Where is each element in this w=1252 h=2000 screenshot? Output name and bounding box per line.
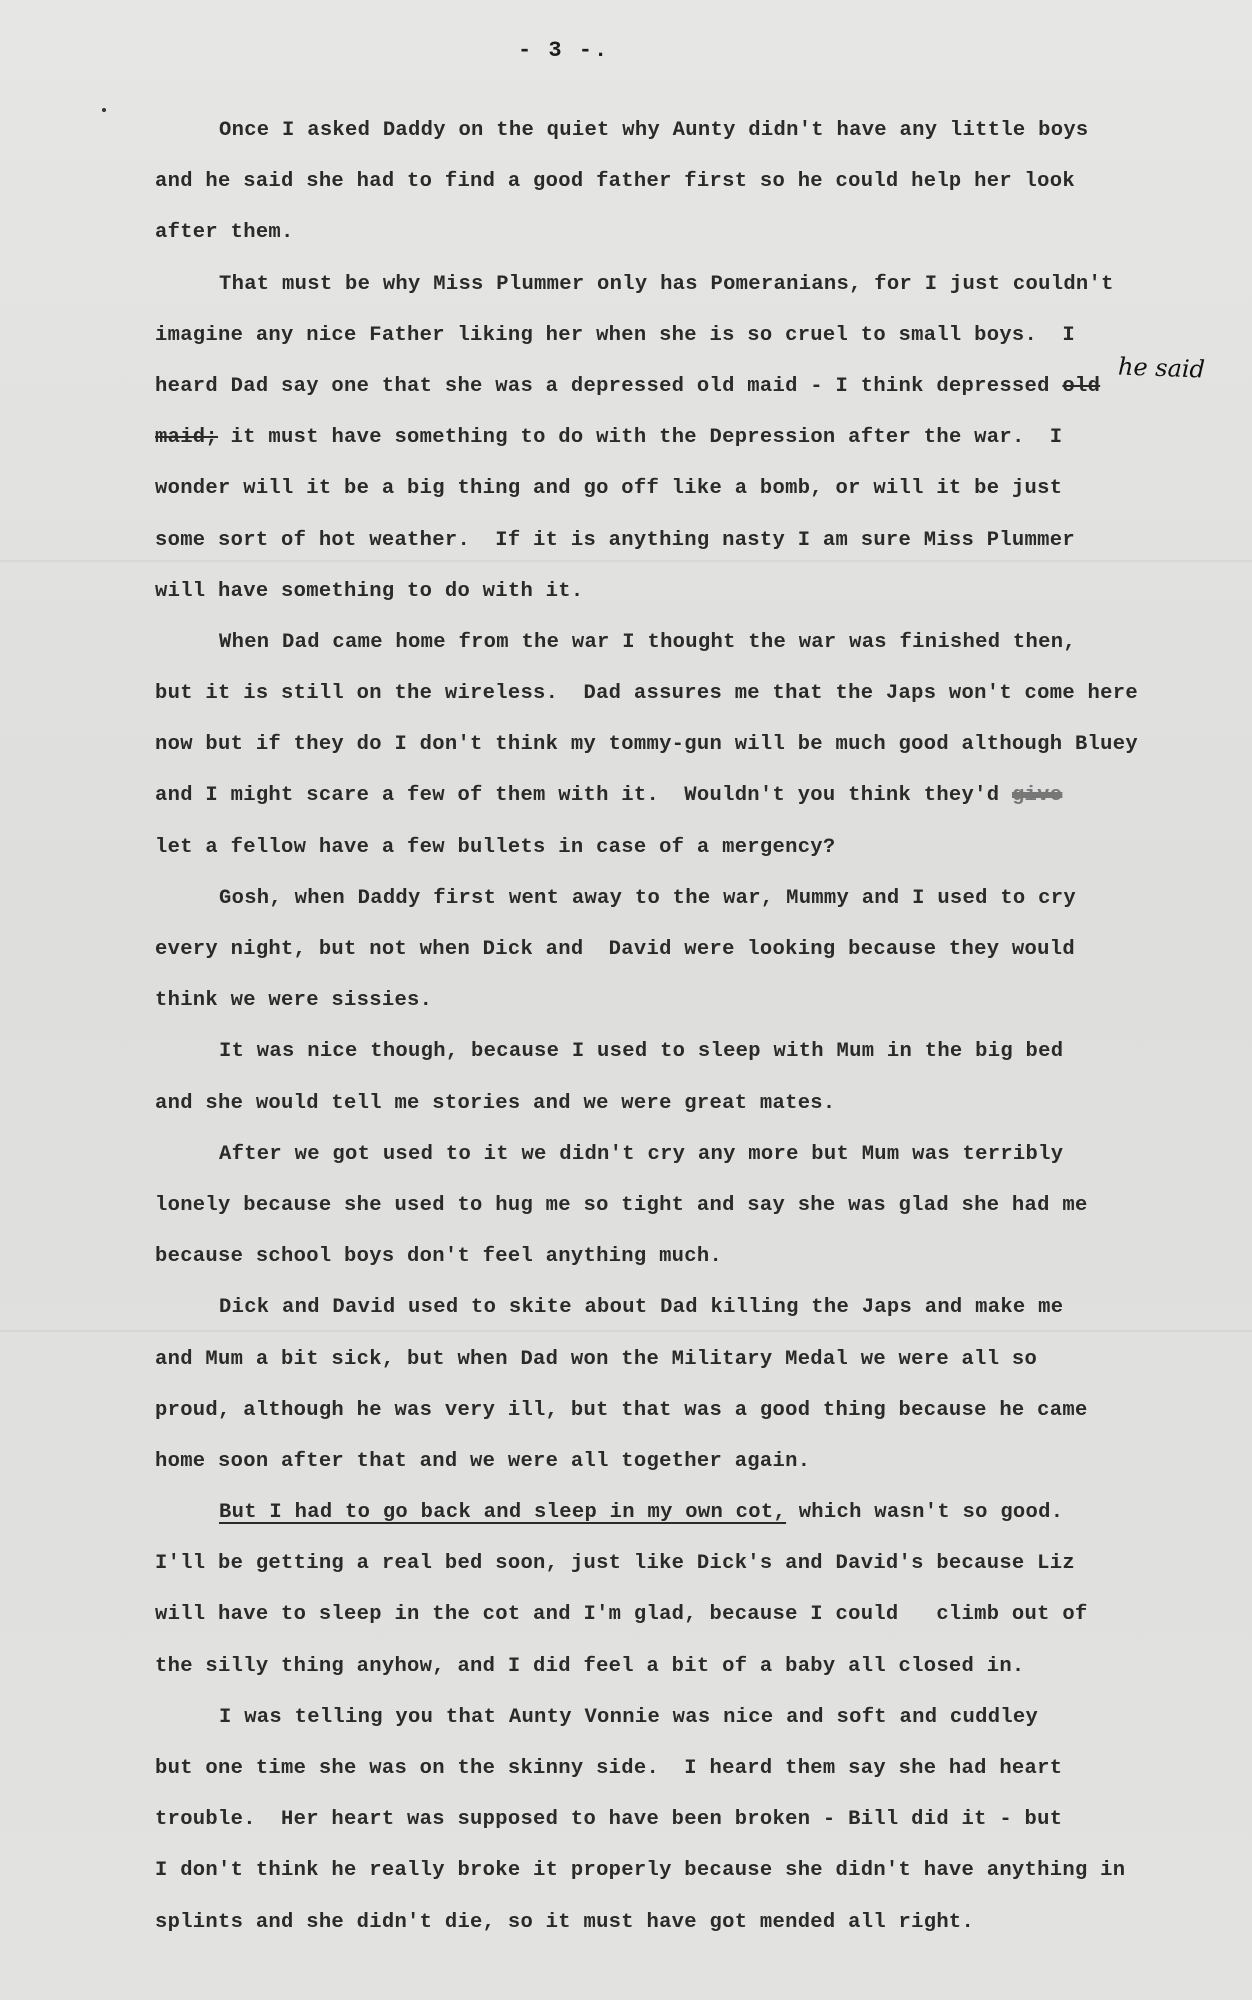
paragraph (155, 1487, 1165, 1692)
underlined-text: But I had to go back and sleep in my own cot, (219, 1501, 787, 1525)
letter-body (155, 105, 1165, 1948)
paragraph (155, 1026, 1165, 1128)
text-line: will have to sleep in the cot and I'm glad, because I could climb out of (155, 1603, 1088, 1627)
text-line: after them. (155, 221, 294, 245)
ink-speck (102, 108, 106, 112)
text-line: and Mum a bit sick, but when Dad won the Military Medal we were all so (155, 1347, 1038, 1371)
text-line: After we got used to it we didn't cry any more but Mum was terribly (219, 1142, 1064, 1166)
text-line (155, 770, 1165, 821)
text-line: because school boys don't feel anything much. (155, 1245, 723, 1269)
text-line: every night, but not when Dick and David were looking because they would (155, 938, 1075, 961)
text-line: think we were sissies. (155, 989, 433, 1013)
text-line: Dick and David used to skite about Dad killing the Japs and make me (219, 1296, 1064, 1320)
text-line: but it is still on the wireless. Dad assures me that the Japs won't come here (155, 682, 1138, 706)
paragraph (155, 617, 1165, 873)
text-line: now but if they do I don't think my tommy-gun will be much good although Bluey (155, 733, 1138, 757)
struck-word: maid; (155, 426, 219, 450)
text-line: and he said she had to find a good father first so he could help her look (155, 170, 1075, 194)
text-line: I was telling you that Aunty Vonnie was nice and soft and cuddley (219, 1705, 1039, 1729)
text-fragment: and I might scare a few of them with it. Wouldn't you think they'd (155, 784, 1000, 808)
text-line: home soon after that and we were all together again. (155, 1449, 811, 1473)
text-fragment: heard Dad say one that she was a depressed old maid - I think depressed (155, 374, 1050, 398)
text-line: some sort of hot weather. If it is anything nasty I am sure Miss Plummer (155, 528, 1075, 552)
text-line: let a fellow have a few bullets in case of a mergency? (155, 835, 836, 859)
paragraph (155, 105, 1165, 259)
text-line: When Dad came home from the war I thought the war was finished then, (219, 630, 1076, 654)
paragraph (155, 1282, 1165, 1487)
text-line: I'll be getting a real bed soon, just like Dick's and David's because Liz (155, 1552, 1075, 1576)
struck-word: old (1062, 374, 1101, 398)
text-line: imagine any nice Father liking her when she is so cruel to small boys. I (155, 323, 1075, 347)
text-line: That must be why Miss Plummer only has Pomeranians, for I just couldn't (219, 272, 1114, 296)
text-line: Gosh, when Daddy first went away to the war, Mummy and I used to cry (219, 886, 1076, 910)
text-line: I don't think he really broke it properly because she didn't have anything in (155, 1859, 1126, 1883)
paragraph (155, 259, 1165, 617)
text-line: will have something to do with it. (155, 579, 584, 603)
text-line (155, 361, 1165, 412)
text-fragment: which wasn't so good. (786, 1501, 1064, 1525)
paragraph (155, 873, 1165, 1027)
blotted-word: give (1011, 784, 1063, 808)
paragraph (155, 1129, 1165, 1283)
text-line (155, 1487, 1165, 1538)
text-line: Once I asked Daddy on the quiet why Aunty didn't have any little boys (219, 119, 1089, 142)
text-line: and she would tell me stories and we were great mates. (155, 1091, 836, 1115)
text-line (155, 412, 1165, 463)
text-line: lonely because she used to hug me so tight and say she was glad she had me (155, 1193, 1088, 1217)
text-line: wonder will it be a big thing and go off like a bomb, or will it be just (155, 477, 1063, 501)
text-line: but one time she was on the skinny side. I heard them say she had heart (155, 1757, 1063, 1780)
handwritten-note: he said (1117, 352, 1206, 384)
text-line: proud, although he was very ill, but that was a good thing because he came (155, 1398, 1088, 1422)
paragraph (155, 1692, 1165, 1948)
text-line: splints and she didn't die, so it must have got mended all right. (155, 1910, 975, 1934)
text-line: the silly thing anyhow, and I did feel a bit of a baby all closed in. (155, 1654, 1025, 1678)
text-line: It was nice though, because I used to sleep with Mum in the big bed (219, 1040, 1064, 1064)
text-fragment: it must have something to do with the Depression after the war. I (230, 426, 1063, 450)
page-number: - 3 -. (518, 38, 610, 63)
text-line: trouble. Her heart was supposed to have been broken - Bill did it - but (155, 1808, 1063, 1832)
